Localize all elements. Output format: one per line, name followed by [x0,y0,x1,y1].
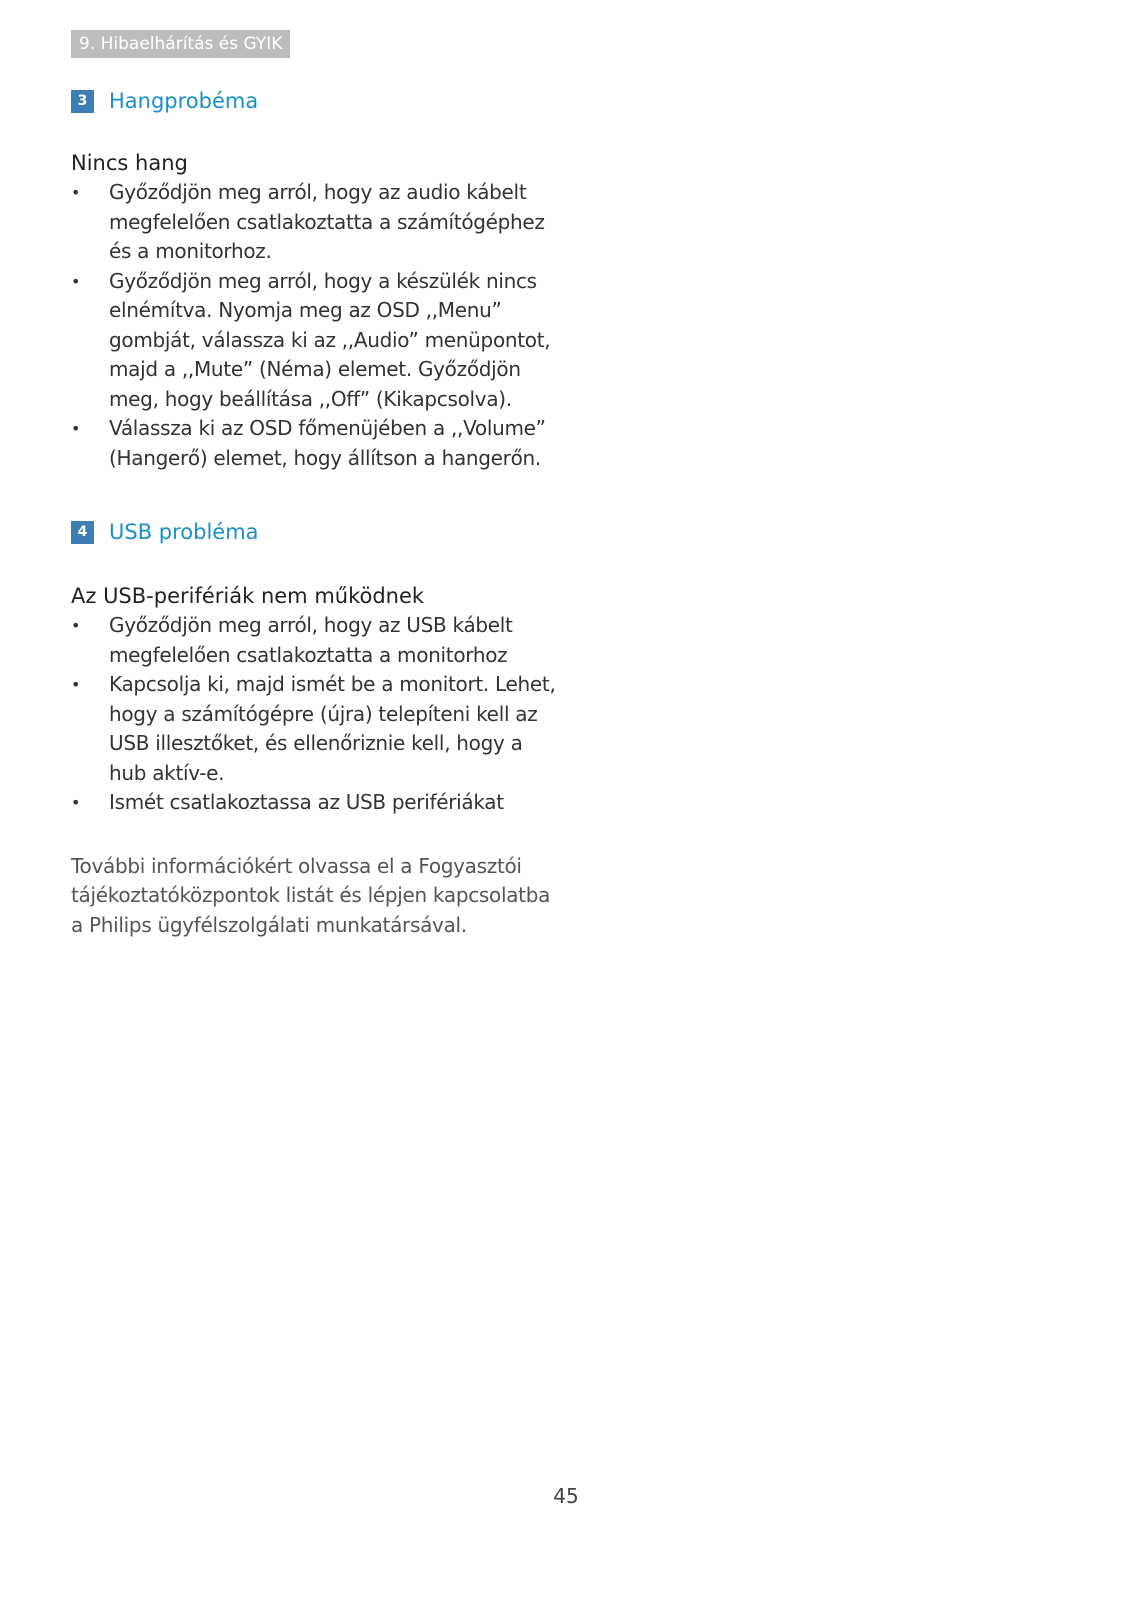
list-item-text: Győződjön meg arról, hogy a készülék nincs elnémítva. Nyomja meg az OSD ,,Menu” gombját, válassza ki az ,,Audio” menüpontot, majd a ,,Mute” (Néma) elemet. Győződjön meg, hogy beállítása ,,Off” (Kikapcsolva). [109,268,551,411]
list-item-text: Győződjön meg arról, hogy az USB kábelt megfelelően csatlakoztatta a monitorhoz [109,613,513,667]
list-item [71,178,561,267]
bullet-list [71,611,561,818]
page-number: 45 [553,1484,579,1508]
closing-paragraph: További információkért olvassa el a Fogyasztói tájékoztatóközpontok listát és lépjen kapcsolatba a Philips ügyfélszolgálati munkatársával. [71,853,551,937]
list-item-text: Ismét csatlakoztassa az USB perifériákat [109,790,504,814]
bullet-icon: • [71,419,81,438]
section-heading-audio [71,84,561,118]
section-number-badge: 3 [71,90,94,113]
list-item [71,670,561,788]
list-item [71,414,561,473]
list-item [71,788,561,818]
bullet-icon: • [71,675,81,694]
bullet-icon: • [71,616,81,635]
problem-heading: Az USB-perifériák nem működnek [71,584,425,608]
bullet-icon: • [71,183,81,202]
bullet-icon: • [71,793,81,812]
chapter-tab: 9. Hibaelhárítás és GYIK [71,30,290,58]
list-item-text: Győződjön meg arról, hogy az audio kábelt megfelelően csatlakoztatta a számítógéphez és a monitorhoz. [109,180,545,263]
section-title: USB probléma [109,520,259,544]
list-item-text: Kapcsolja ki, majd ismét be a monitort. Lehet, hogy a számítógépre (újra) telepíteni kell az USB illesztőket, és ellenőriznie kell, hogy a hub aktív-e. [109,672,556,785]
bullet-list [71,178,561,473]
problem-heading: Nincs hang [71,151,188,175]
section-number-badge: 4 [71,521,94,544]
list-item-text: Válassza ki az OSD főmenüjében a ,,Volume” (Hangerő) elemet, hogy állítson a hangerőn. [109,416,546,470]
list-item [71,267,561,415]
list-item [71,611,561,670]
section-heading-usb [71,515,561,549]
section-title: Hangprobéma [109,89,259,113]
page-content [71,84,561,940]
bullet-icon: • [71,271,81,291]
